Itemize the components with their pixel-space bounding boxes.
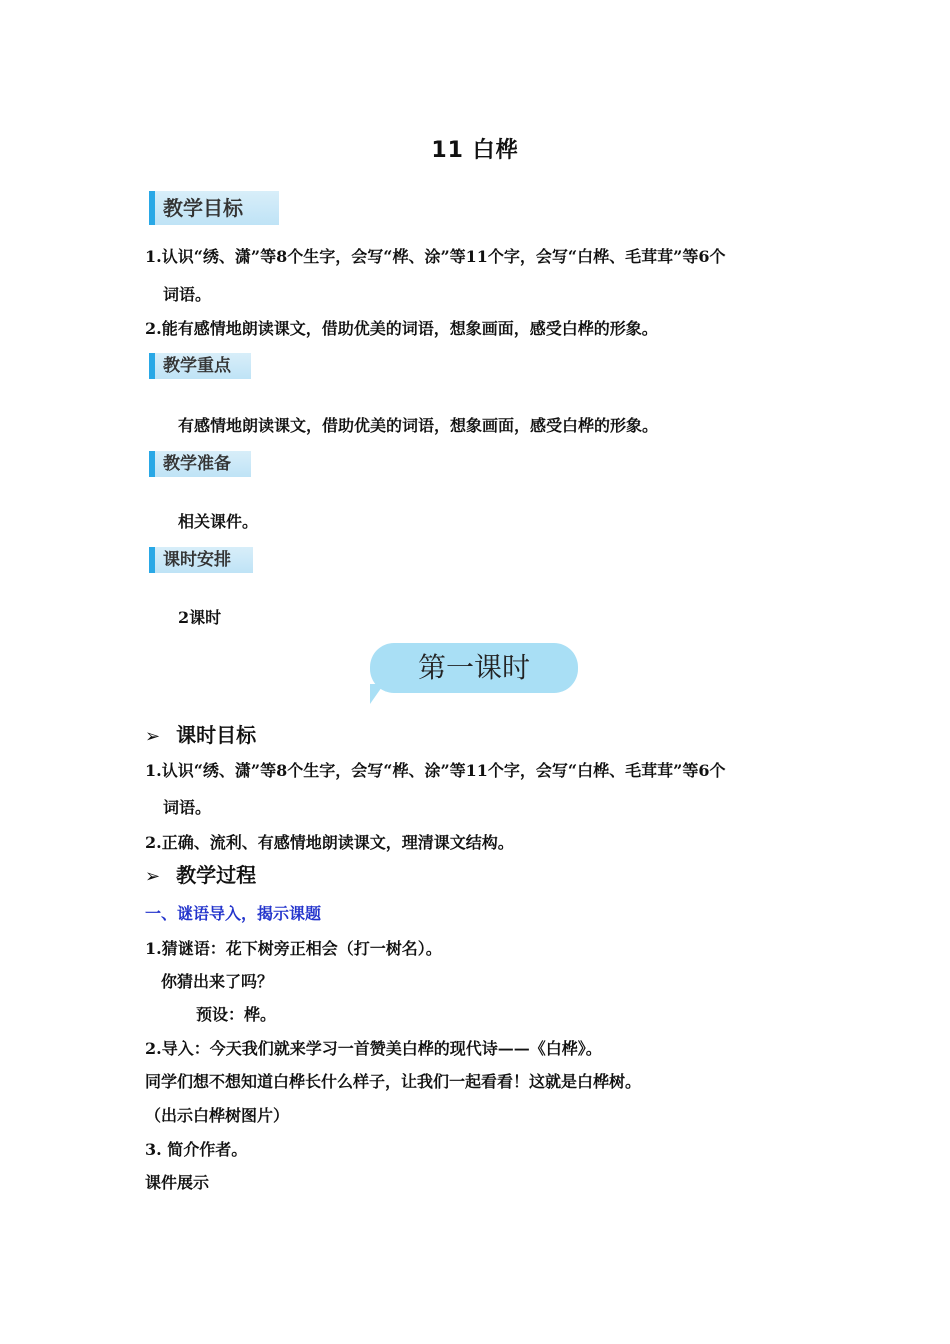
page-title: 11 白桦 xyxy=(431,138,519,163)
lesson-goal-1: 1.认识“绣、潇”等8个生字，会写“桦、涂”等11个字，会写“白桦、毛茸茸”等6个 xyxy=(145,761,726,780)
bubble-tail xyxy=(370,684,384,704)
lesson-goal-1-cont: 词语。 xyxy=(163,798,212,817)
lesson-goals-heading-text: 课时目标 xyxy=(176,723,257,747)
lesson-bubble: 第一课时 xyxy=(370,643,578,693)
goal-item-1: 1.认识“绣、潇”等8个生字，会写“桦、涂”等11个字，会写“白桦、毛茸茸”等6个 xyxy=(145,247,726,266)
goal-item-2: 2.能有感情地朗读课文，借助优美的词语，想象画面，感受白桦的形象。 xyxy=(145,319,658,338)
goal-item-1-cont: 词语。 xyxy=(163,285,212,304)
part1-heading: 一、谜语导入，揭示课题 xyxy=(145,904,322,923)
lesson-goal-2: 2.正确、流利、有感情地朗读课文，理清课文结构。 xyxy=(145,833,514,852)
section-tag-key: 教学重点 xyxy=(149,353,251,379)
arrow-icon: ➢ xyxy=(145,866,161,887)
key-text: 有感情地朗读课文，借助优美的词语，想象画面，感受白桦的形象。 xyxy=(178,416,659,435)
process-heading-text: 教学过程 xyxy=(176,863,257,887)
section-tag-goals: 教学目标 xyxy=(149,191,279,225)
process-line-1: 1.猜谜语：花下树旁正相会（打一树名）。 xyxy=(145,939,442,958)
section-tag-prep: 教学准备 xyxy=(149,451,251,477)
process-line-3: 预设：桦。 xyxy=(196,1005,277,1024)
process-line-5: 同学们想不想知道白桦长什么样子，让我们一起看看！这就是白桦树。 xyxy=(145,1072,642,1091)
process-line-4: 2.导入：今天我们就来学习一首赞美白桦的现代诗——《白桦》。 xyxy=(145,1039,602,1058)
time-text: 2课时 xyxy=(178,608,222,627)
process-line-2: 你猜出来了吗？ xyxy=(161,972,274,991)
process-line-8: 课件展示 xyxy=(145,1173,210,1192)
lesson-goals-heading xyxy=(145,721,256,751)
process-line-7: 3. 简介作者。 xyxy=(145,1140,248,1159)
process-line-6: （出示白桦树图片） xyxy=(145,1106,290,1125)
process-heading xyxy=(145,861,256,891)
arrow-icon: ➢ xyxy=(145,726,161,747)
prep-text: 相关课件。 xyxy=(178,512,259,531)
section-tag-time: 课时安排 xyxy=(149,547,253,573)
